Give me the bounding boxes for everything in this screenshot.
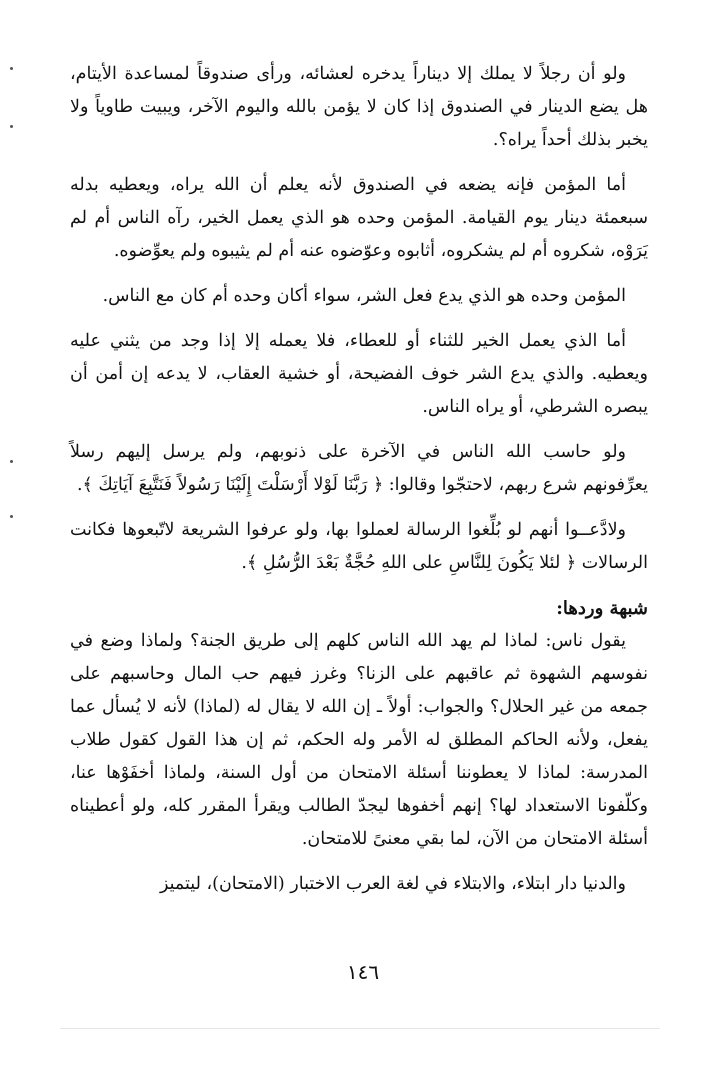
margin-mark <box>10 460 13 463</box>
paragraph-text: ولو حاسب الله الناس في الآخرة على ذنوبهم، ولم يرسل إليهم رسلاً يعرِّفونهم شرع ربهم، لاحتجّوا وقالوا: <box>70 442 648 495</box>
quran-verse: ﴿ لئلا يَكُونَ لِلنَّاسِ على اللهِ حُجَّةٌ بَعْدَ الرُّسُلِ ﴾ <box>247 553 577 573</box>
section-heading: شبهة وردها: <box>556 598 648 619</box>
paragraph-end-punctuation: . <box>76 475 83 495</box>
paragraph: ولو أن رجلاً لا يملك إلا ديناراً يدخره لعشائه، ورأى صندوقاً لمساعدة الأيتام، هل يضع الدينار في الصندوق إذا كان لا يؤمن بالله واليوم الآخر، ويبيت طاوياً ولا يخبر بذلك أحداً يراه؟. <box>70 64 648 150</box>
page-number: ١٤٦ <box>346 960 380 984</box>
book-page-body <box>70 58 648 913</box>
margin-mark <box>10 125 13 128</box>
paragraph-with-quran-verse <box>70 436 648 502</box>
margin-mark <box>10 67 13 70</box>
paragraph: يقول ناس: لماذا لم يهد الله الناس كلهم إلى طريق الجنة؟ ولماذا وضع في نفوسهم الشهوة ثم عاقبهم على الزنا؟ وغرز فيهم حب المال وحاسبهم على جمعه من غير الحلال؟ والجواب: أولاً ـ إن الله لا يقال له (لماذا) لأنه لا يُسأل عما يفعل، ولأنه الحاكم المطلق له الأمر وله الحكم، ثم إن هذا القول كقول طلاب المدرسة: لماذا لا يعطوننا أسئلة الامتحان من أول السنة، ولماذا أخفَوْها عنا، وكلّفونا الاستعداد لها؟ إنهم أخفوها ليجدّ الطالب ويقرأ المقرر كله، ولو أعطيناه أسئلة الامتحان من الآن، لما بقي معنىً للامتحان. <box>70 631 648 849</box>
margin-mark <box>10 515 13 518</box>
quran-verse: ﴿ رَبَّنَا لَوْلا أَرْسَلْتَ إِلَيْنَا رَسُولاً فَنَتَّبِعَ آيَاتِكَ ﴾ <box>82 475 384 495</box>
paragraph-with-quran-verse <box>70 514 648 580</box>
paragraph-text: ولادَّعــوا أنهم لو بُلِّغوا الرسالة لعملوا بها، ولو عرفوا الشريعة لاتّبعوها فكانت الرسالات <box>70 520 648 573</box>
paragraph: أما المؤمن فإنه يضعه في الصندوق لأنه يعلم أن الله يراه، ويعطيه بدله سبعمئة دينار يوم القيامة. المؤمن وحده هو الذي يعمل الخير، رآه الناس أم لم يَرَوْه، شكروه أم لم يشكروه، أثابوه وعوّضوه عنه أم لم يثيبوه ولم يعوِّضوه. <box>70 175 648 261</box>
paragraph: أما الذي يعمل الخير للثناء أو للعطاء، فلا يعمله إلا إذا وجد من يثني عليه ويعطيه. والذي يدع الشر خوف الفضيحة، أو خشية العقاب، لا يدعه إن أمن أن يبصره الشرطي، أو يراه الناس. <box>70 331 648 417</box>
paragraph-end-punctuation: . <box>241 553 247 573</box>
paragraph: المؤمن وحده هو الذي يدع فعل الشر، سواء أكان وحده أم كان مع الناس. <box>102 286 626 306</box>
footer-rule <box>60 1028 660 1029</box>
paragraph: والدنيا دار ابتلاء، والابتلاء في لغة العرب الاختبار (الامتحان)، ليتميز <box>159 874 626 894</box>
